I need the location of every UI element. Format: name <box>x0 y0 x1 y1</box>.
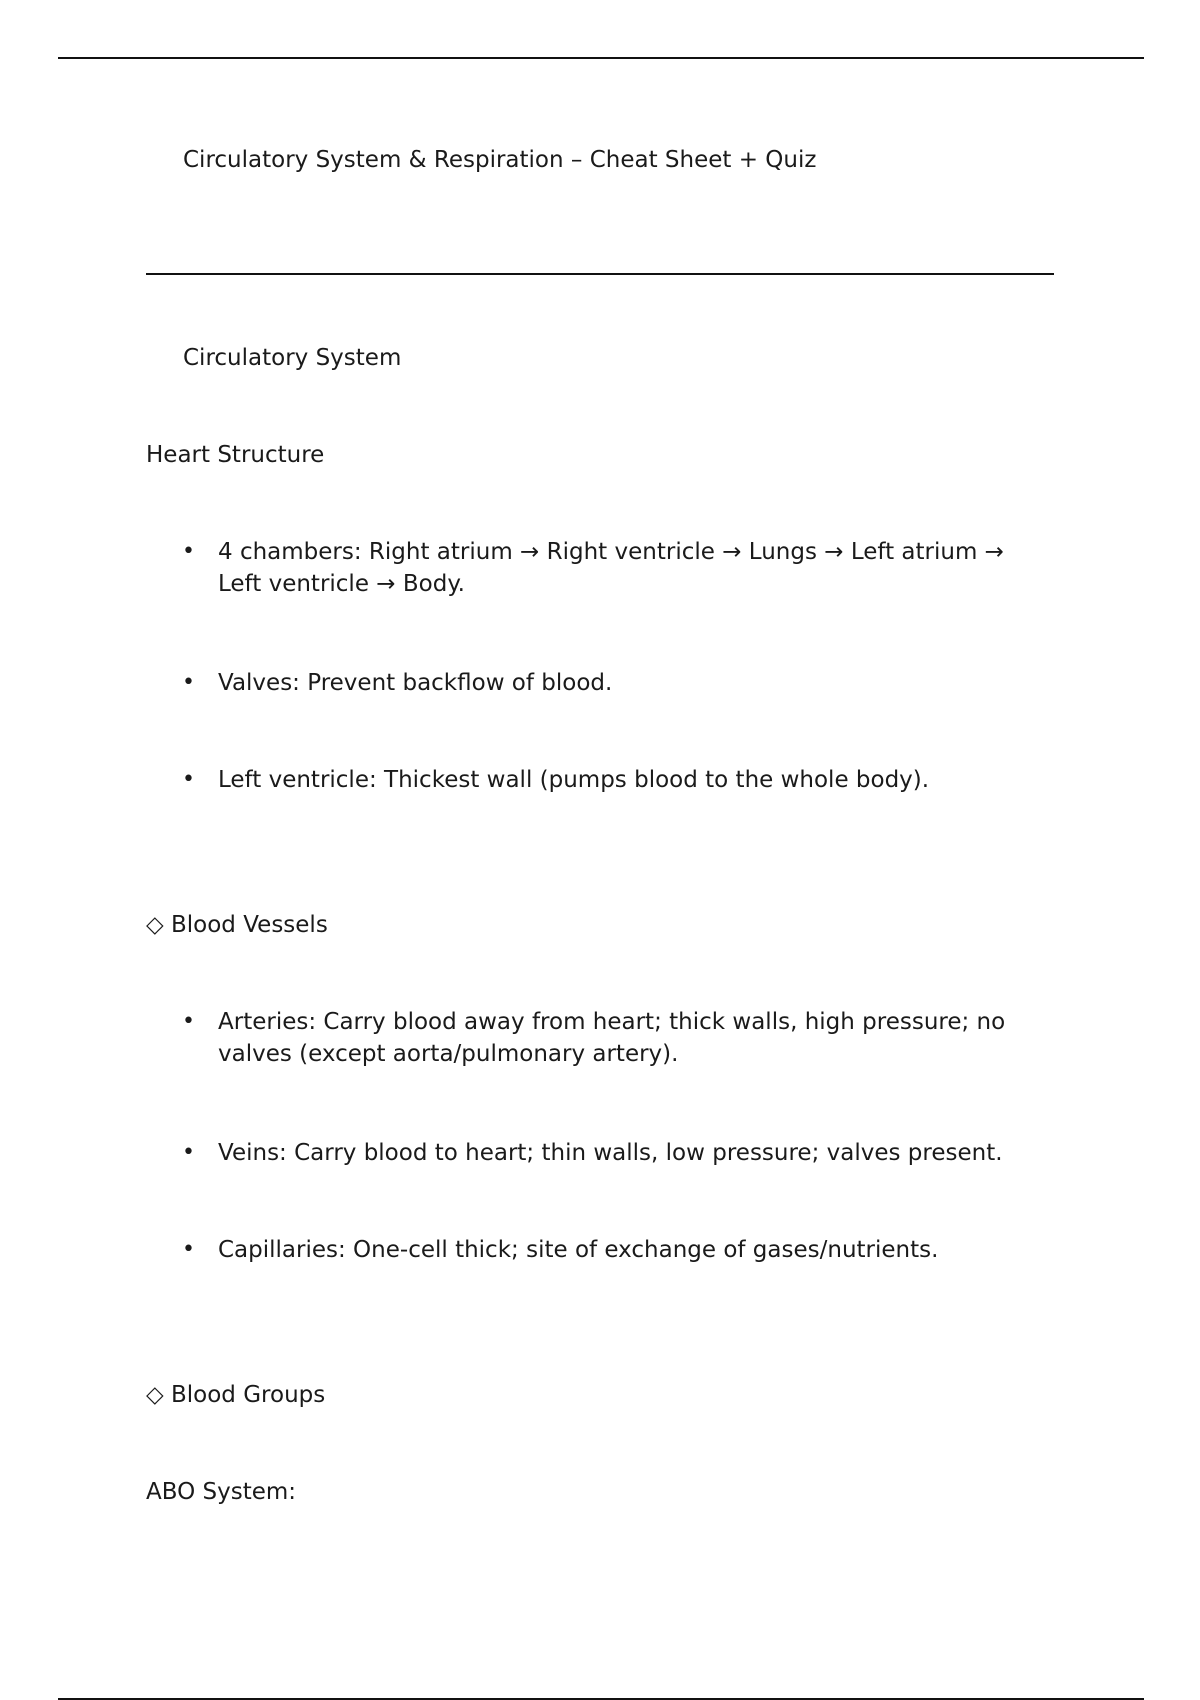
bullet-icon: • <box>182 767 195 792</box>
bullet-icon: • <box>182 1237 195 1262</box>
list-item-text: 4 chambers: Right atrium → Right ventricle → Lungs → Left atrium → Left ventricle → Body. <box>218 539 1004 597</box>
blood-groups-heading: ◇ Blood Groups <box>146 1382 326 1408</box>
list-item-text: Valves: Prevent backflow of blood. <box>218 670 613 696</box>
section-title: Circulatory System <box>183 345 402 371</box>
list-item-text: Veins: Carry blood to heart; thin walls, low pressure; valves present. <box>218 1140 1003 1166</box>
heart-structure-heading: Heart Structure <box>146 442 325 468</box>
bullet-icon: • <box>182 670 195 695</box>
top-rule <box>58 57 1144 59</box>
abo-system-label: ABO System: <box>146 1479 297 1505</box>
document-title: Circulatory System & Respiration – Cheat Sheet + Quiz <box>183 147 817 173</box>
title-divider <box>146 273 1054 275</box>
list-item-text: Left ventricle: Thickest wall (pumps blood to the whole body). <box>218 767 930 793</box>
bullet-icon: • <box>182 1140 195 1165</box>
bullet-icon: • <box>182 539 195 564</box>
list-item-text: Capillaries: One-cell thick; site of exchange of gases/nutrients. <box>218 1237 939 1263</box>
blood-vessels-heading: ◇ Blood Vessels <box>146 912 328 938</box>
bullet-icon: • <box>182 1009 195 1034</box>
list-item-text: Arteries: Carry blood away from heart; thick walls, high pressure; no valves (except aorta/pulmonary artery). <box>218 1009 1006 1067</box>
